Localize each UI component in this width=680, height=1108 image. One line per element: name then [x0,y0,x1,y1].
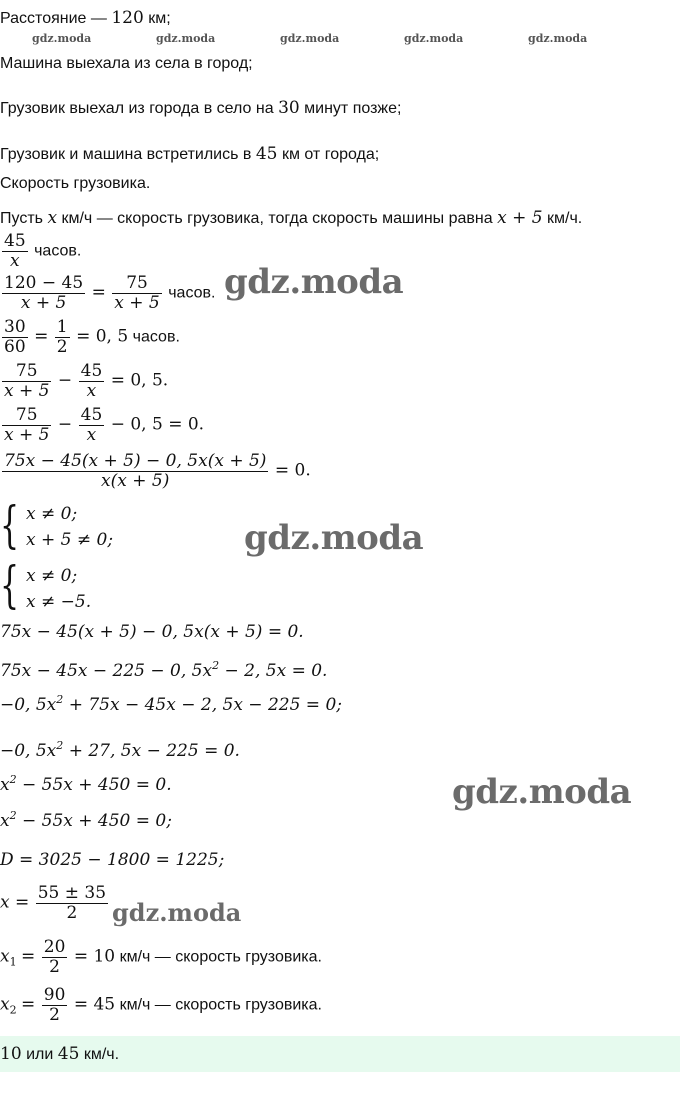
root-x1: $x_1$ = $\frac{20}{2}$ = 10 км/ч — скорость грузовика. [0,937,322,977]
discriminant: D = 3025 − 1800 = 1225; [0,850,225,870]
equation-2: $\frac{75}{x + 5}$ − $\frac{45}{x}$ − 0, 5 = 0. [4,405,205,445]
watermark: gdz.moda [32,32,92,45]
given-car: Машина выехала из села в город; [0,55,253,72]
watermark: gdz.moda [112,898,242,927]
watermark: gdz.moda [224,262,404,302]
quadratic-1: $x^2 - 55x + 450 = 0$. [0,773,172,795]
watermark: gdz.moda [528,32,588,45]
root-x2: $x_2$ = $\frac{90}{2}$ = 45 км/ч — скорость грузовика. [0,985,322,1025]
delay-conversion: $\frac{30}{60}$ = $\frac{1}{2}$ = 0, 5 часов. [4,317,180,357]
equation-3: $\frac{75x - 45(x + 5) - 0, 5x(x + 5)}{x(x + 5)}$ = 0. [4,451,311,491]
expand-line-1: 75x − 45(x + 5) − 0, 5x(x + 5) = 0. [0,622,304,642]
given-truck: Грузовик выехал из города в село на 30 минут позже; [0,98,402,118]
watermark: gdz.moda [280,32,340,45]
given-meet: Грузовик и машина встретились в 45 км от города; [0,144,380,164]
system-1-line-2: x + 5 ≠ 0; [26,530,114,550]
expand-line-2: 75x − 45x − 225 − 0, $5x^2 - 2$, 5x = 0. [0,659,328,681]
equation-1: $\frac{75}{x + 5}$ − $\frac{45}{x}$ = 0, 5. [4,361,169,401]
truck-time: $\frac{45}{x}$ часов. [4,231,82,271]
watermark: gdz.moda [404,32,464,45]
roots-formula: x = $\frac{55 \pm 35}{2}$ [0,883,107,923]
system-1-line-1: x ≠ 0; [26,504,78,524]
watermark: gdz.moda [156,32,216,45]
system-brace: { [0,556,20,614]
let-statement: Пусть x км/ч — скорость грузовика, тогда скорость машины равна x + 5 км/ч. [0,208,583,228]
answer-text: 10 или 45 км/ч. [0,1044,120,1064]
car-time: $\frac{120 - 45}{x + 5}$ = $\frac{75}{x + 5}$ часов. [4,273,216,313]
watermark: gdz.moda [452,772,632,812]
expand-line-4: −0, $5x^2 + 27$, 5x − 225 = 0. [0,739,240,761]
watermark: gdz.moda [244,518,424,558]
system-2-line-1: x ≠ 0; [26,566,78,586]
expand-line-3: −0, $5x^2 + 75x - 45x - 2$, 5x − 225 = 0; [0,693,342,715]
quadratic-2: $x^2 - 55x + 450 = 0$; [0,809,172,831]
system-2-line-2: x ≠ −5. [26,592,92,612]
given-distance: Расстояние — 120 км; [0,8,171,28]
given-find: Скорость грузовика. [0,175,151,192]
system-brace: { [0,496,20,554]
